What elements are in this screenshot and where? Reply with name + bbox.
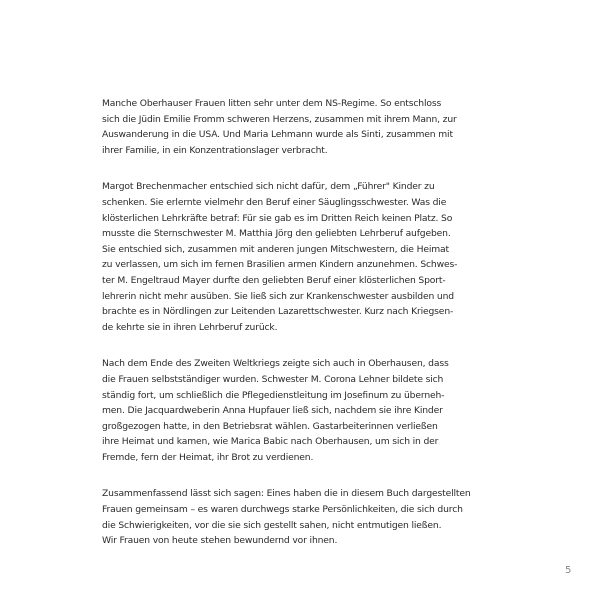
page-number: 5 bbox=[565, 565, 572, 576]
text-line: schenken. Sie erlernte vielmehr den Beruf einer Säuglingsschwester. Was die bbox=[102, 196, 447, 208]
text-line: Wir Frauen von heute stehen bewundernd vor ihnen. bbox=[102, 535, 338, 547]
paragraph bbox=[102, 96, 522, 158]
paragraph bbox=[102, 486, 522, 548]
text-line: die Frauen selbstständiger wurden. Schwester M. Corona Lehner bildete sich bbox=[102, 373, 444, 385]
text-line: Manche Oberhauser Frauen litten sehr unter dem NS-Regime. So entschloss bbox=[102, 98, 442, 109]
text-line: de kehrte sie in ihren Lehrberuf zurück. bbox=[102, 321, 278, 333]
text-line: Auswanderung in die USA. Und Maria Lehmann wurde als Sinti, zusammen mit bbox=[102, 129, 453, 141]
text-line: musste die Sternschwester M. Matthia Jörg den geliebten Lehrberuf aufgeben. bbox=[102, 228, 451, 240]
text-line: zu verlassen, um sich im fernen Brasilien armen Kindern anzunehmen. Schwes- bbox=[102, 259, 458, 271]
text-line: brachte es in Nördlingen zur Leitenden Lazarettschwester. Kurz nach Kriegsen- bbox=[102, 306, 454, 318]
text-line: Frauen gemeinsam – es waren durchwegs starke Persönlichkeiten, die sich durch bbox=[102, 504, 463, 516]
text-line: die Schwierigkeiten, vor die sie sich gestellt sahen, nicht entmutigen ließen. bbox=[102, 519, 442, 531]
text-line: ständig fort, um schließlich die Pflegedienstleitung im Josefinum zu überneh- bbox=[102, 389, 445, 401]
text-line: Margot Brechenmacher entschied sich nicht dafür, dem „Führer" Kinder zu bbox=[102, 181, 435, 193]
paragraph bbox=[102, 356, 522, 465]
text-line: klösterlichen Lehrkräfte betraf: Für sie gab es im Dritten Reich keinen Platz. So bbox=[102, 212, 453, 224]
text-line: ihrer Familie, in ein Konzentrationslager verbracht. bbox=[102, 144, 328, 156]
text-line: lehrerin nicht mehr ausüben. Sie ließ sich zur Krankenschwester ausbilden und bbox=[102, 290, 454, 302]
text-line: men. Die Jacquardweberin Anna Hupfauer ließ sich, nachdem sie ihre Kinder bbox=[102, 405, 443, 417]
text-line: Fremde, fern der Heimat, ihr Brot zu verdienen. bbox=[102, 451, 314, 463]
text-line: sich die Jüdin Emilie Fromm schweren Herzens, zusammen mit ihrem Mann, zur bbox=[102, 113, 457, 125]
body-text bbox=[102, 96, 522, 570]
text-line: Sie entschied sich, zusammen mit anderen jungen Mitschwestern, die Heimat bbox=[102, 243, 449, 255]
text-line: ihre Heimat und kamen, wie Marica Babic nach Oberhausen, um sich in der bbox=[102, 436, 439, 448]
text-line: Nach dem Ende des Zweiten Weltkriegs zeigte sich auch in Oberhausen, dass bbox=[102, 358, 449, 370]
text-line: großgezogen hatte, in den Betriebsrat wählen. Gastarbeiterinnen verließen bbox=[102, 420, 438, 432]
text-line: Zusammenfassend lässt sich sagen: Eines haben die in diesem Buch dargestellten bbox=[102, 488, 471, 500]
text-line: ter M. Engeltraud Mayer durfte den geliebten Beruf einer klösterlichen Sport- bbox=[102, 274, 446, 286]
paragraph bbox=[102, 179, 522, 335]
